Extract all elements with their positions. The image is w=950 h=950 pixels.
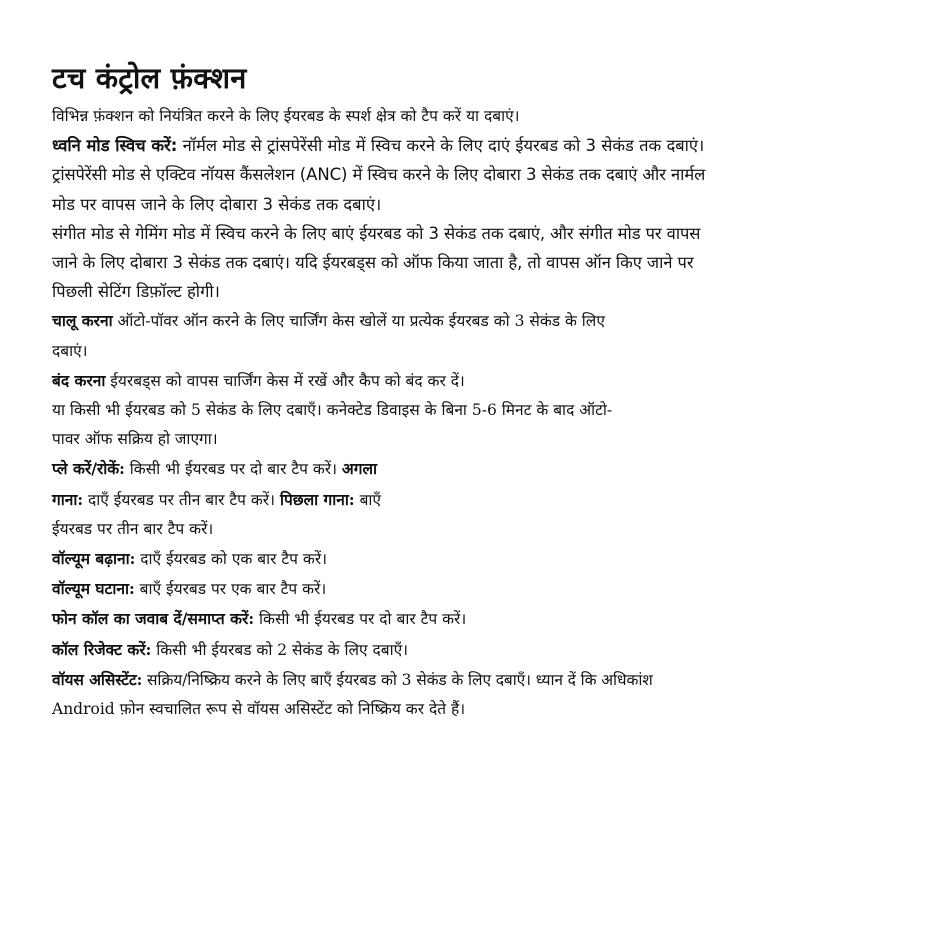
line-text: ट्रांसपेरेंसी मोड से एक्टिव नॉयस कैंसलेशन (ANC) में स्विच करने के लिए दोबारा 3 सेकंड तक दबाएं और नार्मल	[52, 165, 706, 185]
line-text: बाएँ ईयरबड पर एक बार टैप करें।	[134, 580, 327, 599]
text-line	[52, 337, 932, 366]
text-line	[52, 485, 932, 515]
line-text: मोड पर वापस जाने के लिए दोबारा 3 सेकंड तक दबाएं।	[52, 194, 382, 214]
text-line	[52, 277, 932, 306]
text-line	[52, 248, 932, 277]
line-text: Android फ़ोन स्वचालित रूप से वॉयस असिस्टेंट को निष्क्रिय कर देते हैं।	[52, 700, 466, 719]
line-heading: अगला	[341, 459, 378, 479]
text-line	[52, 219, 932, 248]
text-line	[52, 396, 932, 425]
text-line	[52, 604, 932, 634]
text-line	[52, 515, 932, 544]
line-heading: चालू करना	[52, 311, 113, 331]
line-text: ईयरबड पर तीन बार टैप करें।	[52, 519, 214, 538]
page-title: टच कंट्रोल फ़ंक्शन	[52, 61, 247, 95]
line-text: संगीत मोड से गेमिंग मोड में स्विच करने के लिए बाएं ईयरबड को 3 सेकंड तक दबाएं, और संगीत मोड पर वापस	[52, 223, 701, 243]
line-heading: वॉल्यूम बढ़ाना:	[52, 549, 136, 569]
line-heading: फोन कॉल का जवाब दें/समाप्त करें:	[52, 609, 255, 629]
text-line	[52, 131, 932, 160]
line-text: या किसी भी ईयरबड को 5 सेकंड के लिए दबाएँ। कनेक्टेड डिवाइस के बिना 5-6 मिनट के बाद ऑटो-	[52, 401, 613, 420]
line-text: जाने के लिए दोबारा 3 सेकंड तक दबाएं। यदि ईयरबड्स को ऑफ किया जाता है, तो वापस ऑन किए जाने पर	[52, 253, 694, 273]
line-heading: बंद करना	[52, 370, 106, 390]
text-line	[52, 425, 932, 454]
line-text: ऑटो-पॉवर ऑन करने के लिए चार्जिंग केस खोलें या प्रत्येक ईयरबड को 3 सेकंड के लिए	[112, 312, 605, 331]
text-line	[52, 454, 932, 484]
line-heading: गाना:	[52, 489, 84, 509]
line-heading: प्ले करें/रोकें:	[52, 459, 125, 479]
line-text: किसी भी ईयरबड को 2 सेकंड के लिए दबाएँ।	[151, 640, 409, 659]
text-line	[52, 665, 932, 695]
line-text: बाएँ	[354, 490, 382, 509]
line-text: पिछली सेटिंग डिफ़ॉल्ट होगी।	[52, 282, 220, 302]
line-text: नॉर्मल मोड से ट्रांसपेरेंसी मोड में स्विच करने के लिए दाएं ईयरबड को 3 सेकंड तक दबाएं।	[177, 136, 705, 156]
line-text: दाएँ ईयरबड को एक बार टैप करें।	[135, 550, 328, 569]
line-heading: ध्वनि मोड स्विच करें:	[52, 136, 178, 156]
text-line	[52, 544, 932, 574]
text-line	[52, 574, 932, 604]
line-heading: पिछला गाना:	[279, 489, 355, 509]
text-line	[52, 635, 932, 665]
line-text: किसी भी ईयरबड पर दो बार टैप करें।	[254, 610, 467, 629]
text-line	[52, 190, 932, 219]
line-text: दाएँ ईयरबड पर तीन बार टैप करें।	[83, 490, 280, 509]
document-page	[52, 58, 932, 724]
line-text: किसी भी ईयरबड पर दो बार टैप करें।	[124, 460, 342, 479]
line-heading: कॉल रिजेक्ट करें:	[52, 639, 152, 659]
text-line	[52, 306, 932, 336]
line-heading: वॉल्यूम घटाना:	[52, 579, 135, 599]
line-text: पावर ऑफ सक्रिय हो जाएगा।	[52, 430, 218, 449]
text-line	[52, 366, 932, 396]
line-text: सक्रिय/निष्क्रिय करने के लिए बाएँ ईयरबड को 3 सेकंड के लिए दबाएँ। ध्यान दें कि अधिकांश	[142, 670, 653, 689]
line-text: दबाएं।	[52, 341, 88, 360]
text-line	[52, 102, 932, 131]
line-text: ईयरबड्स को वापस चार्जिंग केस में रखें और कैप को बंद कर दें।	[105, 371, 465, 390]
text-line	[52, 695, 932, 724]
line-text: विभिन्न फ़ंक्शन को नियंत्रित करने के लिए ईयरबड के स्पर्श क्षेत्र को टैप करें या दबाएं।	[52, 107, 520, 125]
text-line	[52, 160, 932, 189]
line-heading: वॉयस असिस्टेंट:	[52, 669, 143, 689]
